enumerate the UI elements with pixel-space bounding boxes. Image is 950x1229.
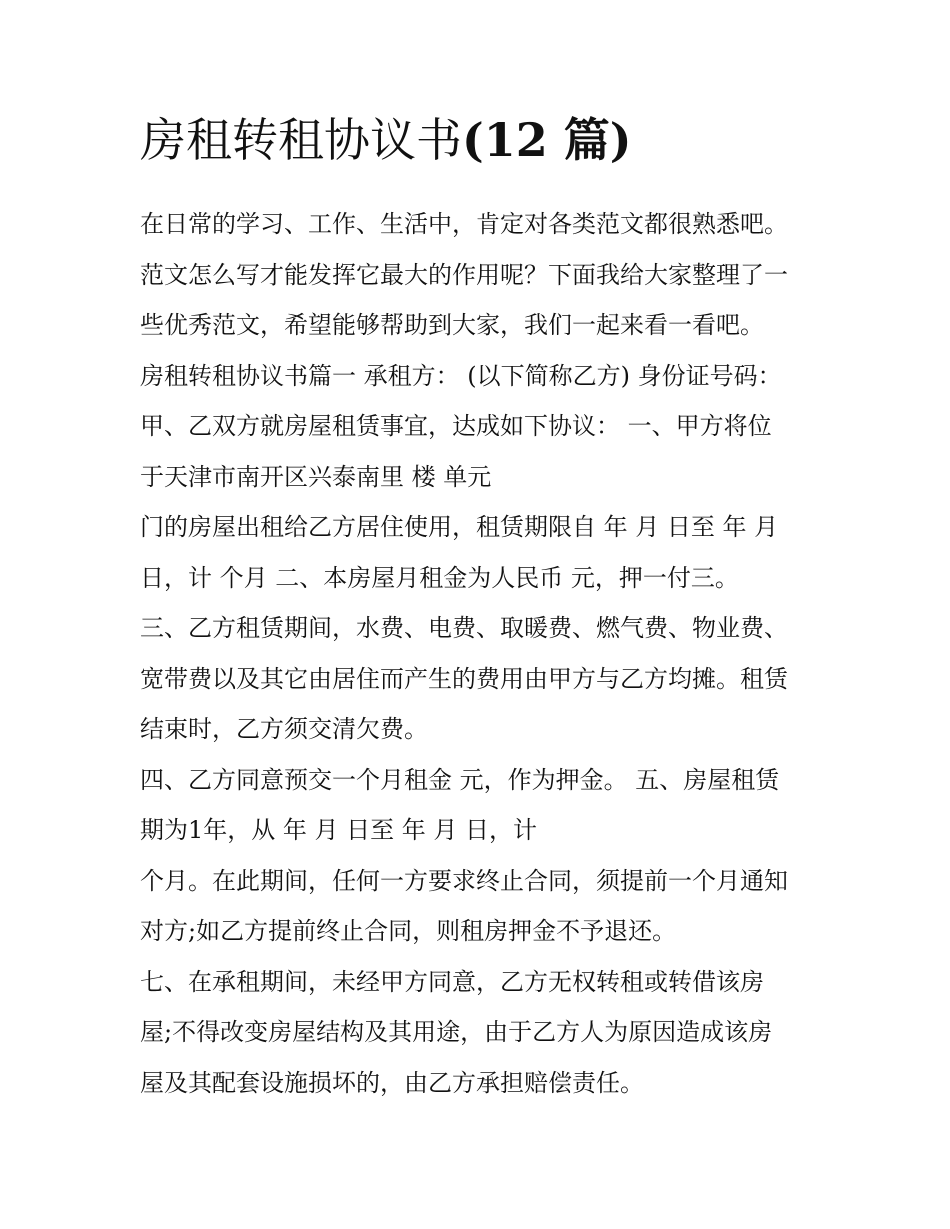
- text-line: 对方;如乙方提前终止合同，则租房押金不予退还。: [140, 917, 677, 945]
- text-line: 房租转租协议书篇一 承租方： (以下简称乙方) 身份证号码：: [140, 361, 782, 390]
- text-line: 期为1年，从 年 月 日至 年 月 日，计: [140, 816, 538, 844]
- title-paren: (12 篇): [462, 113, 632, 167]
- text-line: 个月。在此期间，任何一方要求终止合同，须提前一个月通知: [140, 866, 788, 895]
- text-line: 范文怎么写才能发挥它最大的作用呢？下面我给大家整理了一: [140, 260, 788, 289]
- document-title: [140, 112, 632, 170]
- text-line: 宽带费以及其它由居住而产生的费用由甲方与乙方均摊。租赁: [140, 664, 788, 693]
- document-body: [140, 199, 830, 1108]
- text-line: 七、在承租期间，未经甲方同意，乙方无权转租或转借该房: [140, 967, 764, 996]
- text-line: 四、乙方同意预交一个月租金 元，作为押金。 五、房屋租赁: [140, 765, 780, 794]
- text-line: 甲、乙双方就房屋租赁事宜，达成如下协议： 一、甲方将位: [140, 412, 772, 440]
- text-line: 些优秀范文，希望能够帮助到大家，我们一起来看一看吧。: [140, 311, 764, 339]
- text-line: 于天津市南开区兴泰南里 楼 单元: [140, 462, 492, 491]
- text-line: 门的房屋出租给乙方居住使用，租赁期限自 年 月 日至 年 月: [140, 513, 779, 541]
- text-line: 屋;不得改变房屋结构及其用途，由于乙方人为原因造成该房: [140, 1018, 773, 1046]
- text-line: 三、乙方租赁期间，水费、电费、取暖费、燃气费、物业费、: [140, 614, 788, 642]
- text-line: 屋及其配套设施损坏的，由乙方承担赔偿责任。: [140, 1068, 644, 1097]
- text-line: 结束时，乙方须交清欠费。: [140, 715, 428, 743]
- text-line: 日，计 个月 二、本房屋月租金为人民币 元，押一付三。: [140, 563, 739, 592]
- title-main: 房租转租协议书: [140, 113, 462, 167]
- text-line: 在日常的学习、工作、生活中，肯定对各类范文都很熟悉吧。: [140, 210, 788, 238]
